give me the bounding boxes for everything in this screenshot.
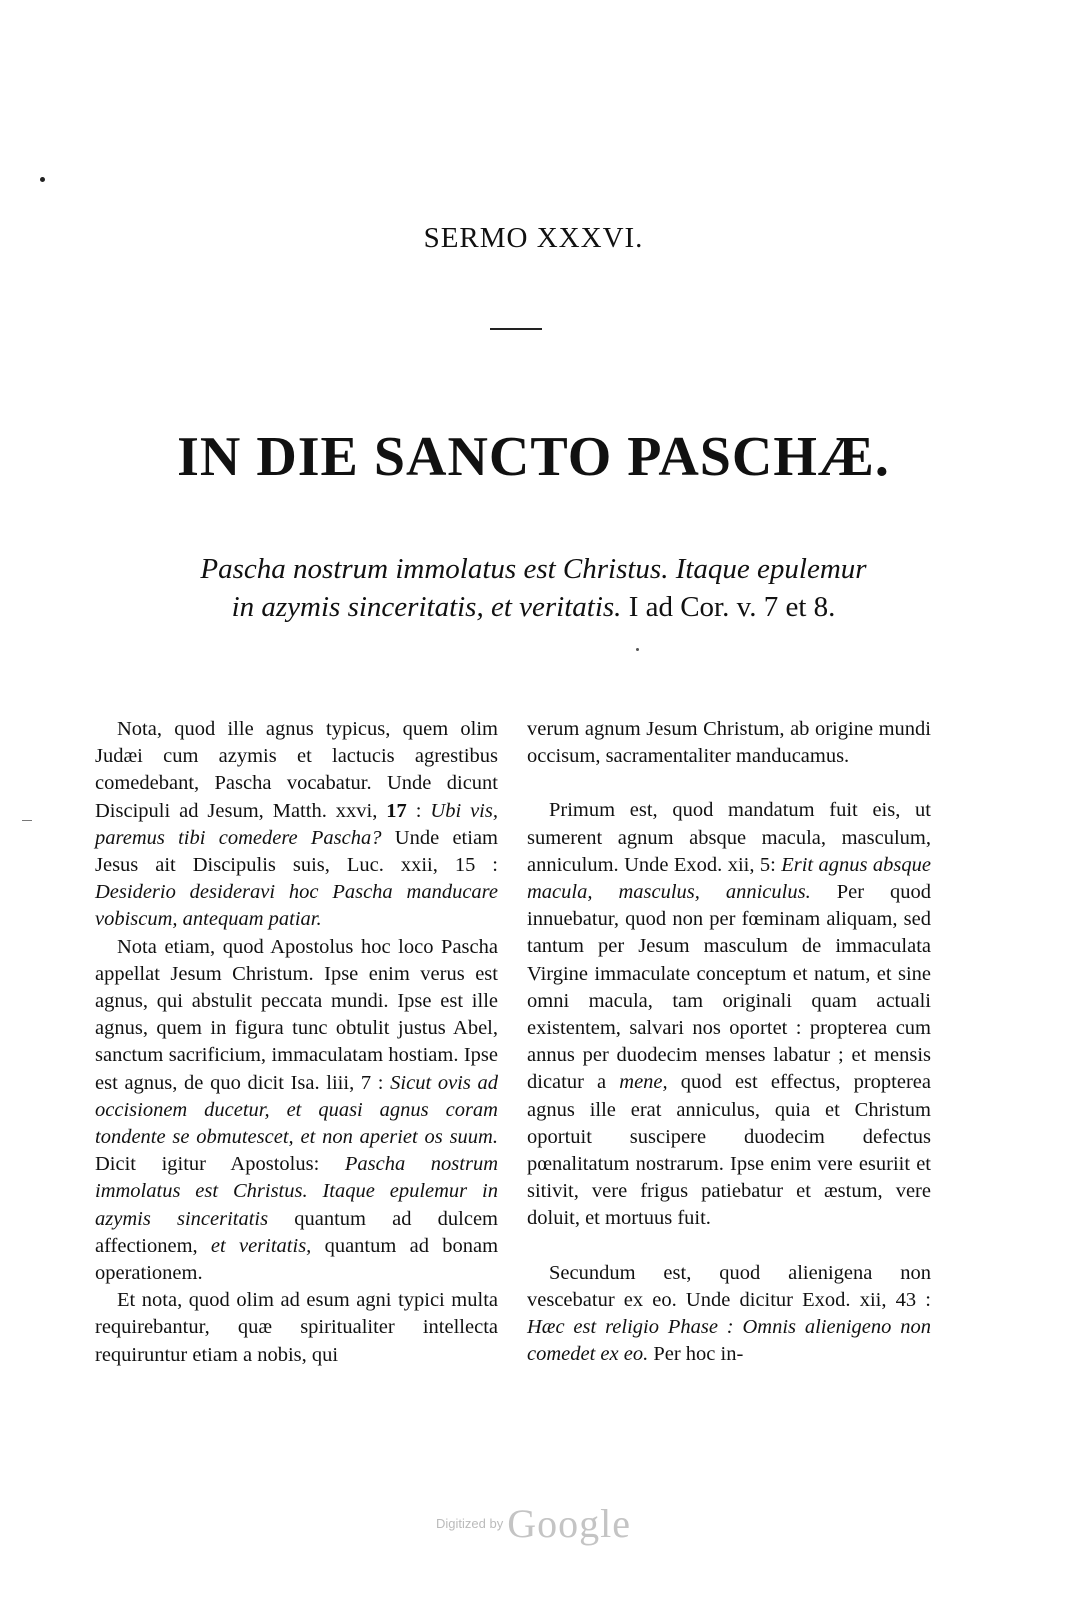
epigraph-line-2 [80,588,987,626]
epigraph-quote-cont: in azymis sinceritatis, et veritatis. [231,591,622,623]
italic-quote: et veritatis, [210,1234,312,1257]
text-run: quod est effectus, propterea agnus ille erat anniculus, quia et Christum oportuit suscipere duodecim defectus pœnalitatum nostrarum. Ipse enim vere esuriit et sitivit, vere frigus patiebatur et æstum, vere doluit, et mortuus fuit. [527,1071,931,1230]
paragraph [95,934,498,1288]
paragraph [527,797,931,1232]
italic-quote: Sicut ovis ad occisionem ducetur, et quasi agnus coram tondente se obmutescet, et non aperiet os suum. [95,1071,499,1149]
epigraph-reference: I ad Cor. v. 7 et 8. [621,591,836,623]
heading-rule [490,328,542,330]
google-logo: Google [507,1501,631,1546]
text-run: Nota etiam, quod Apostolus hoc loco Pascha appellat Jesum Christum. Ipse enim verus est agnus, qui abstulit peccata mundi. Ipse est ille agnus, quem in figura tunc obtulit justus Abel, sanctum sacrificium, immaculatam hostiam. Ipse est agnus, de quo dicit Isa. liii, 7 : [95,935,498,1094]
text-run: quantum ad dulcem affectionem, [95,1207,498,1257]
sermon-number: SERMO XXXVI. [423,222,644,254]
text-run: Et nota, quod olim ad esum agni typici multa requirebantur, quæ spiritualiter intellecta requiruntur etiam a nobis, qui [95,1289,498,1366]
italic-quote: Ubi vis, paremus tibi comedere Pascha? [95,799,498,849]
text-run: Per hoc in- [648,1343,744,1366]
right-column [527,716,931,1368]
digitized-label: Digitized by [436,1516,504,1531]
text-run: quantum ad bonam operationem. [95,1234,499,1285]
ink-speck [40,177,45,182]
text-run: Dicit igitur Apostolus: [95,1153,345,1176]
text-run: Unde etiam Jesus ait Discipulis suis, Luc. xxii, 15 : [95,826,498,877]
paragraph [95,1287,498,1369]
digitization-watermark [0,1500,1067,1547]
epigraph [80,550,987,626]
italic-quote: Hæc est religio Phase : Omnis alienigeno non comedet ex eo. [527,1316,931,1366]
text-run: : [406,799,431,822]
epigraph-quote: Pascha nostrum immolatus est Christus. Itaque epulemur [200,553,867,585]
paragraph [527,716,931,770]
italic-quote: Desiderio desideravi hoc Pascha manducare vobiscum, antequam patiar. [95,881,498,931]
text-run: Primum est, quod mandatum fuit eis, ut sumerent agnum absque macula, masculum, anniculum. Unde Exod. xii, 5: [527,799,931,876]
italic-quote: mene, [619,1071,668,1094]
left-column [95,716,498,1369]
paragraph [95,716,498,934]
epigraph-line-1 [80,550,987,588]
margin-mark [22,820,32,821]
sermon-title: IN DIE SANCTO PASCHÆ. [177,426,890,488]
text-run: 17 [386,799,407,822]
ink-speck [636,648,639,651]
paragraph [527,1260,931,1369]
italic-quote: Erit agnus absque macula, masculus, anniculus. [527,853,932,904]
text-run: Nota, quod ille agnus typicus, quem olim Judæi cum azymis et lactucis agrestibus comedebant, Pascha vocabatur. Unde dicunt Discipuli ad Jesum, Matth. xxvi, [95,718,498,822]
text-run: verum agnum Jesum Christum, ab origine mundi occisum, sacramentaliter manducamus. [527,718,931,768]
italic-quote: Pascha nostrum immolatus est Christus. Itaque epulemur in azymis sinceritatis [95,1153,498,1230]
text-run: Per quod innuebatur, quod non per fœminam aliquam, sed tantum per Jesum masculum de immaculata Virgine immaculate conceptum et natum, et sine omni macula, tam originali quam actuali existentem, salvari nos oportet : propterea cum annus per duodecim menses labatur ; et mensis dicatur a [527,881,932,1094]
text-run: Secundum est, quod alienigena non vescebatur ex eo. Unde dicitur Exod. xii, 43 : [527,1261,931,1311]
